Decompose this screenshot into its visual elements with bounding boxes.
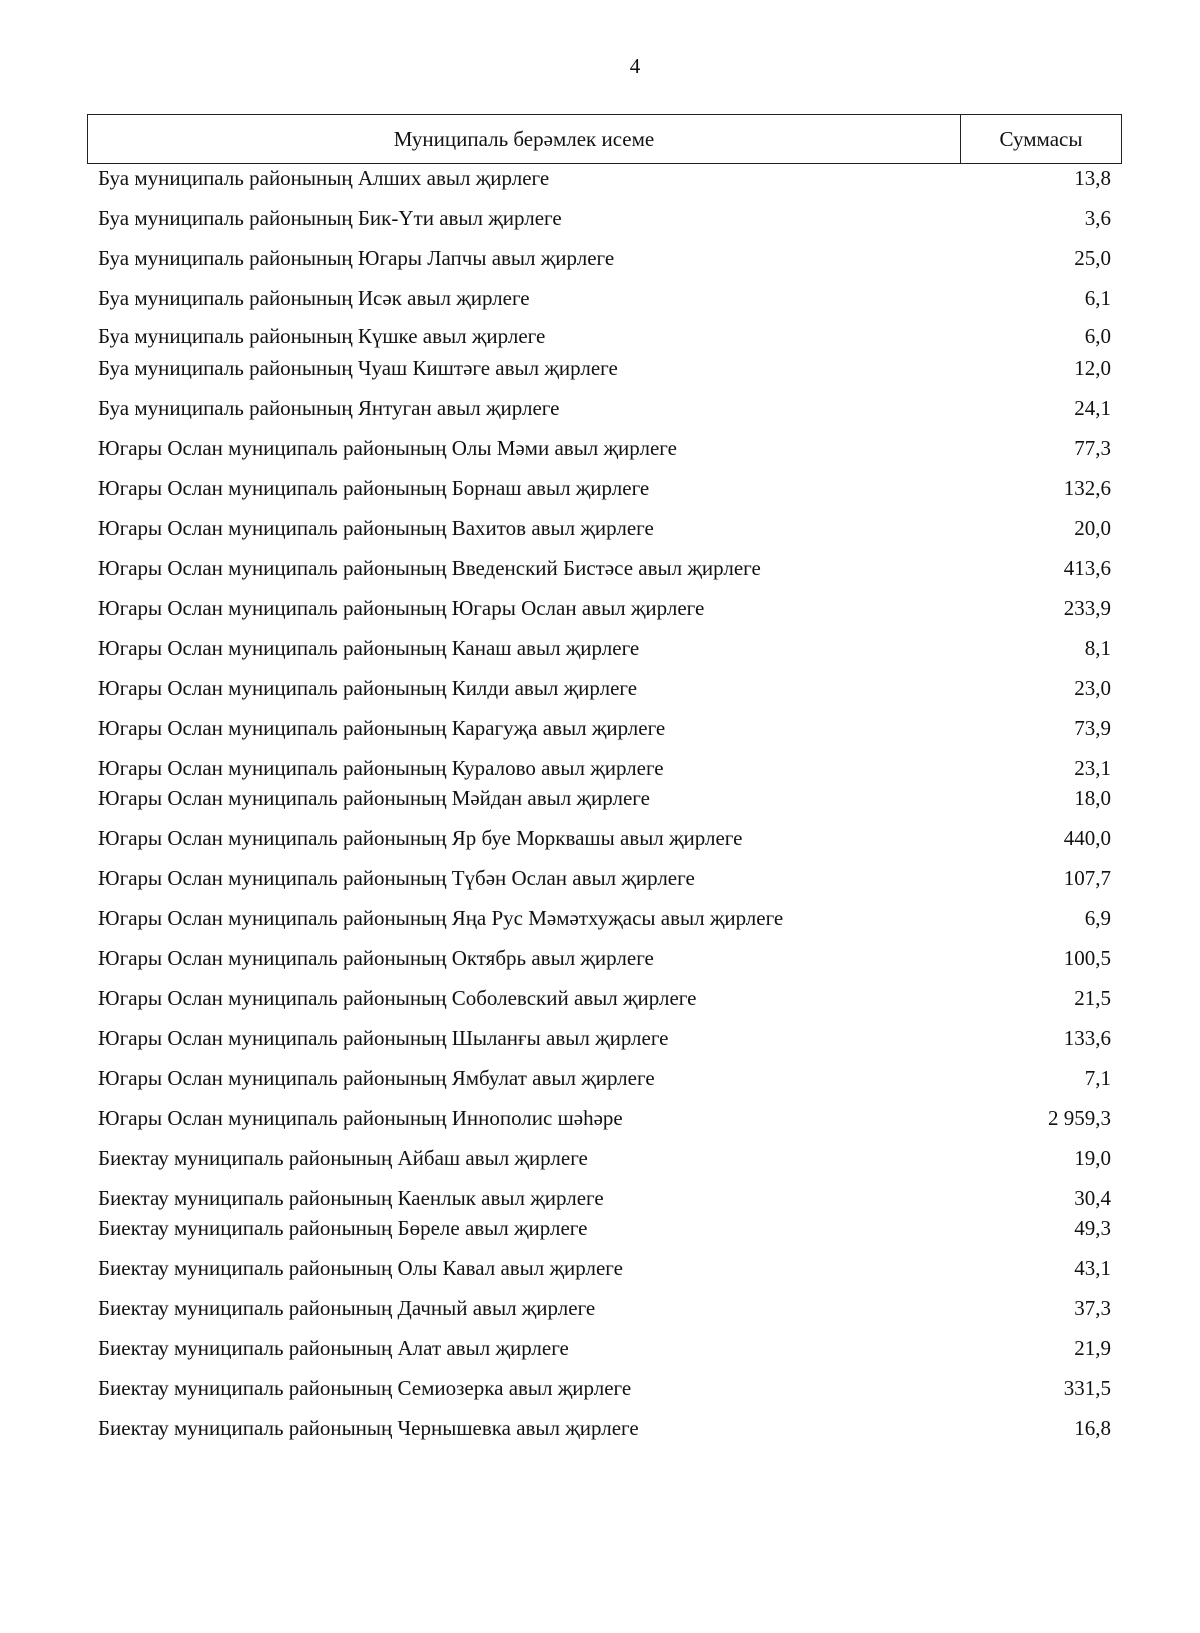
row-municipality-name: Биектау муниципаль районының Олы Кавал авыл җирлеге bbox=[98, 1255, 623, 1280]
row-sum: 107,7 bbox=[1063, 865, 1111, 890]
row-municipality-name: Биектау муниципаль районының Бөреле авыл җирлеге bbox=[98, 1215, 588, 1240]
row-municipality-name: Биектау муниципаль районының Чернышевка авыл җирлеге bbox=[98, 1415, 639, 1440]
row-municipality-name: Югары Ослан муниципаль районының Ямбулат авыл җирлеге bbox=[98, 1065, 655, 1090]
row-municipality-name: Буа муниципаль районының Югары Лапчы авыл җирлеге bbox=[98, 245, 615, 270]
row-municipality-name: Югары Ослан муниципаль районының Килди авыл җирлеге bbox=[98, 675, 638, 700]
row-sum: 3,6 bbox=[1084, 205, 1111, 230]
table-row bbox=[98, 244, 1111, 272]
row-sum: 100,5 bbox=[1063, 945, 1111, 970]
row-sum: 413,6 bbox=[1063, 555, 1111, 580]
row-sum: 18,0 bbox=[1074, 785, 1111, 810]
row-sum: 20,0 bbox=[1074, 515, 1111, 540]
row-sum: 23,1 bbox=[1074, 755, 1111, 780]
table-row bbox=[98, 594, 1111, 622]
row-sum: 49,3 bbox=[1074, 1215, 1111, 1240]
row-sum: 6,1 bbox=[1084, 285, 1111, 310]
row-sum: 132,6 bbox=[1063, 475, 1111, 500]
row-sum: 23,0 bbox=[1074, 675, 1111, 700]
row-municipality-name: Югары Ослан муниципаль районының Мәйдан авыл җирлеге bbox=[98, 785, 650, 810]
row-sum: 233,9 bbox=[1063, 595, 1111, 620]
table-row bbox=[98, 1334, 1111, 1362]
row-sum: 73,9 bbox=[1074, 715, 1111, 740]
row-municipality-name: Югары Ослан муниципаль районының Куралово авыл җирлеге bbox=[98, 755, 664, 780]
row-municipality-name: Буа муниципаль районының Күшке авыл җирлеге bbox=[98, 323, 546, 348]
row-sum: 21,9 bbox=[1074, 1335, 1111, 1360]
table-row bbox=[98, 1024, 1111, 1052]
table-row bbox=[98, 204, 1111, 232]
row-sum: 37,3 bbox=[1074, 1295, 1111, 1320]
table-row bbox=[98, 284, 1111, 312]
row-municipality-name: Югары Ослан муниципаль районының Түбән Ослан авыл җирлеге bbox=[98, 865, 695, 890]
row-municipality-name: Югары Ослан муниципаль районының Яр буе Морквашы авыл җирлеге bbox=[98, 825, 743, 850]
table-row bbox=[98, 1414, 1111, 1442]
table-row bbox=[98, 674, 1111, 702]
row-municipality-name: Югары Ослан муниципаль районының Олы Мәми авыл җирлеге bbox=[98, 435, 677, 460]
table-row bbox=[98, 322, 1111, 350]
table-row bbox=[98, 474, 1111, 502]
table-row bbox=[98, 164, 1111, 192]
table-row bbox=[98, 904, 1111, 932]
row-municipality-name: Югары Ослан муниципаль районының Канаш авыл җирлеге bbox=[98, 635, 640, 660]
row-sum: 440,0 bbox=[1063, 825, 1111, 850]
table-row bbox=[98, 1144, 1111, 1172]
row-municipality-name: Биектау муниципаль районының Каенлык авыл җирлеге bbox=[98, 1185, 604, 1210]
row-municipality-name: Югары Ослан муниципаль районының Иннополис шәһәре bbox=[98, 1105, 623, 1130]
table-row bbox=[98, 514, 1111, 542]
row-municipality-name: Биектау муниципаль районының Алат авыл җирлеге bbox=[98, 1335, 569, 1360]
row-municipality-name: Югары Ослан муниципаль районының Югары Ослан авыл җирлеге bbox=[98, 595, 705, 620]
table-row bbox=[98, 1214, 1111, 1242]
row-municipality-name: Югары Ослан муниципаль районының Соболевский авыл җирлеге bbox=[98, 985, 697, 1010]
row-sum: 30,4 bbox=[1074, 1185, 1111, 1210]
table-row bbox=[98, 1294, 1111, 1322]
row-municipality-name: Югары Ослан муниципаль районының Вахитов авыл җирлеге bbox=[98, 515, 654, 540]
table-row bbox=[98, 394, 1111, 422]
row-sum: 6,0 bbox=[1084, 323, 1111, 348]
row-municipality-name: Югары Ослан муниципаль районының Октябрь авыл җирлеге bbox=[98, 945, 654, 970]
row-municipality-name: Биектау муниципаль районының Дачный авыл җирлеге bbox=[98, 1295, 596, 1320]
row-municipality-name: Югары Ослан муниципаль районының Яңа Рус Мәмәтхуҗасы авыл җирлеге bbox=[98, 905, 784, 930]
row-municipality-name: Югары Ослан муниципаль районының Карагуҗа авыл җирлеге bbox=[98, 715, 666, 740]
table-row bbox=[98, 784, 1111, 812]
table-row bbox=[98, 714, 1111, 742]
row-sum: 77,3 bbox=[1074, 435, 1111, 460]
row-sum: 24,1 bbox=[1074, 395, 1111, 420]
row-municipality-name: Югары Ослан муниципаль районының Борнаш авыл җирлеге bbox=[98, 475, 650, 500]
table-row bbox=[98, 1254, 1111, 1282]
row-sum: 2 959,3 bbox=[1048, 1105, 1111, 1130]
table-row bbox=[98, 554, 1111, 582]
row-sum: 6,9 bbox=[1084, 905, 1111, 930]
table-row bbox=[98, 434, 1111, 462]
row-sum: 331,5 bbox=[1063, 1375, 1111, 1400]
row-sum: 19,0 bbox=[1074, 1145, 1111, 1170]
table-row bbox=[98, 1064, 1111, 1092]
table-row bbox=[98, 354, 1111, 382]
row-municipality-name: Биектау муниципаль районының Айбаш авыл җирлеге bbox=[98, 1145, 588, 1170]
table-row bbox=[98, 984, 1111, 1012]
table-row bbox=[98, 824, 1111, 852]
row-sum: 25,0 bbox=[1074, 245, 1111, 270]
row-municipality-name: Югары Ослан муниципаль районының Введенский Бистәсе авыл җирлеге bbox=[98, 555, 761, 580]
table-row bbox=[98, 1104, 1111, 1132]
table-row bbox=[98, 754, 1111, 782]
row-sum: 21,5 bbox=[1074, 985, 1111, 1010]
header-municipality-name: Муниципаль берәмлек исеме bbox=[88, 115, 961, 163]
page-number: 4 bbox=[629, 54, 641, 78]
table-header bbox=[87, 114, 1122, 164]
row-municipality-name: Югары Ослан муниципаль районының Шыланғы авыл җирлеге bbox=[98, 1025, 669, 1050]
table-row bbox=[98, 1184, 1111, 1212]
row-municipality-name: Буа муниципаль районының Чуаш Киштәге авыл җирлеге bbox=[98, 355, 618, 380]
header-sum: Суммасы bbox=[999, 126, 1083, 151]
row-municipality-name: Буа муниципаль районының Исәк авыл җирлеге bbox=[98, 285, 530, 310]
row-sum: 133,6 bbox=[1063, 1025, 1111, 1050]
table-row bbox=[98, 864, 1111, 892]
table-row bbox=[98, 634, 1111, 662]
row-sum: 16,8 bbox=[1074, 1415, 1111, 1440]
row-sum: 7,1 bbox=[1084, 1065, 1111, 1090]
row-sum: 13,8 bbox=[1074, 165, 1111, 190]
table-row bbox=[98, 944, 1111, 972]
row-sum: 43,1 bbox=[1074, 1255, 1111, 1280]
row-municipality-name: Буа муниципаль районының Бик-Үти авыл җирлеге bbox=[98, 205, 562, 230]
row-municipality-name: Буа муниципаль районының Алших авыл җирлеге bbox=[98, 165, 550, 190]
row-municipality-name: Биектау муниципаль районының Семиозерка авыл җирлеге bbox=[98, 1375, 632, 1400]
row-municipality-name: Буа муниципаль районының Янтуган авыл җирлеге bbox=[98, 395, 560, 420]
table-row bbox=[98, 1374, 1111, 1402]
row-sum: 12,0 bbox=[1074, 355, 1111, 380]
row-sum: 8,1 bbox=[1084, 635, 1111, 660]
